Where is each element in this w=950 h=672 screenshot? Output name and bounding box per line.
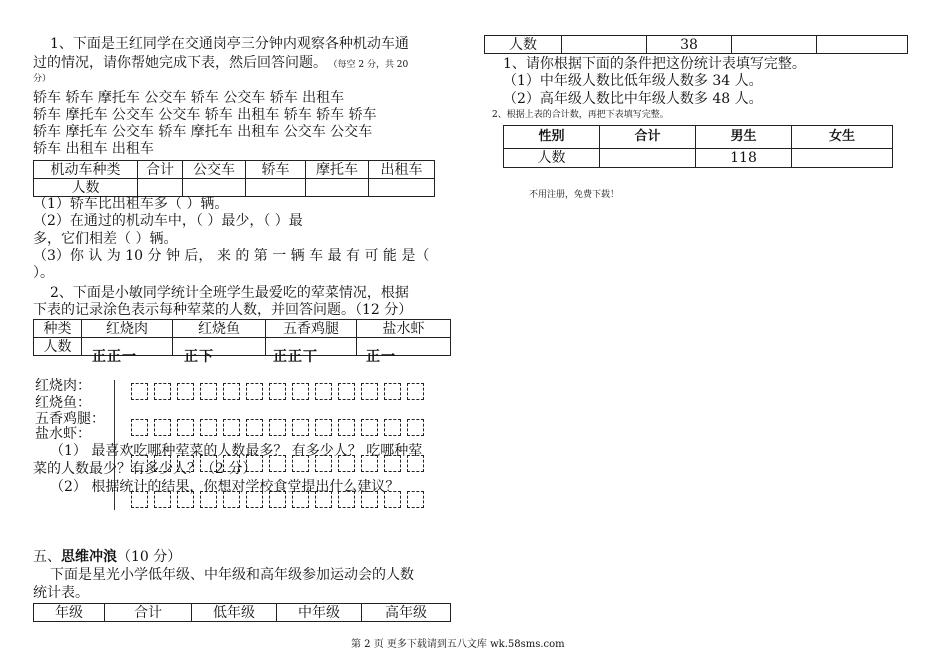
- q2-header-kind: 种类: [34, 320, 82, 338]
- q1-row-label: 人数: [34, 179, 138, 197]
- q2-sub2: （2） 根据统计的结果，你想对学校食堂提出什么建议？: [50, 479, 400, 495]
- q1-cell-taxi[interactable]: [369, 179, 435, 197]
- gender-header-sex: 性别: [504, 126, 600, 149]
- q1-header-car: 轿车: [246, 161, 306, 179]
- gender-cell-female[interactable]: [792, 149, 893, 168]
- q1-table: [33, 160, 435, 197]
- right-cond1: （1）中年级人数比低年级人数多 34 人。: [503, 73, 763, 89]
- s5-header-total: 合计: [105, 604, 192, 622]
- tally-pork: 正正一: [92, 349, 137, 365]
- table-row: [34, 320, 451, 338]
- q2-title-line2: 下表的记录涂色表示每种荤菜的人数，并回答问题。（12 分）: [33, 302, 413, 318]
- vehicle-line: 轿车 摩托车 公交车 轿车 摩托车 出租车 公交车 公交车: [33, 124, 373, 140]
- bar-label-fish: 红烧鱼：: [35, 395, 91, 411]
- bar-row-pork[interactable]: [131, 383, 424, 400]
- table-row: [34, 179, 435, 197]
- section5-table: [33, 603, 451, 622]
- right-cond2: （2）高年级人数比中年级人数多 48 人。: [503, 91, 763, 107]
- tally-fish: 正下: [184, 349, 214, 365]
- q1-title-line2: [33, 55, 408, 71]
- bar-label-chicken: 五香鸡腿：: [35, 411, 105, 427]
- table-row: [34, 161, 435, 179]
- right-top-label: 人数: [485, 36, 562, 54]
- gender-row-label: 人数: [504, 149, 600, 168]
- q1-header-kind: 机动车种类: [34, 161, 138, 179]
- section5-heading: [33, 549, 181, 565]
- q1-cell-moto[interactable]: [306, 179, 369, 197]
- q1-header-moto: 摩托车: [306, 161, 369, 179]
- right-q1-title: 1、请你根据下面的条件把这份统计表填写完整。: [503, 56, 806, 72]
- table-row: [485, 36, 908, 54]
- tally-chicken: 正正丅: [273, 349, 318, 365]
- q1-score-cont: 分）: [33, 74, 52, 84]
- table-row: [504, 126, 893, 149]
- s5-header-mid: 中年级: [277, 604, 362, 622]
- q1-title-text: 过的情况，请你帮她完成下表，然后回答问题。: [33, 55, 327, 71]
- table-row: [34, 604, 451, 622]
- table-row: [504, 149, 893, 168]
- q2-sub1-line1: （1） 最喜欢吃哪种荤菜的人数最多？ 有多少人？ 吃哪种荤: [50, 443, 423, 459]
- right-top-total[interactable]: [562, 36, 647, 54]
- gender-header-total: 合计: [600, 126, 696, 149]
- s5-header-high: 高年级: [362, 604, 451, 622]
- gender-header-male: 男生: [696, 126, 792, 149]
- q1-header-total: 合计: [138, 161, 183, 179]
- vehicle-line: 轿车 摩托车 公交车 公交车 轿车 出租车 轿车 轿车 轿车: [33, 107, 377, 123]
- tally-shrimp: 正一: [366, 349, 396, 365]
- q2-row-label: 人数: [34, 338, 82, 356]
- q1-sub3-line1: （3）你 认 为 10 分 钟 后， 来 的 第 一 辆 车 最 有 可 能 是（: [33, 248, 430, 264]
- right-top-high[interactable]: [817, 36, 908, 54]
- page-footer: 第 2 页 更多下载请到五八文库 wk.58sms.com: [351, 639, 565, 650]
- section5-prefix: 五、: [33, 549, 61, 565]
- q1-sub1: （1）轿车比出租车多（ ）辆。: [33, 196, 229, 212]
- section5-intro-line1: 下面是星光小学低年级、中年级和高年级参加运动会的人数: [50, 567, 414, 583]
- right-top-value: 38: [647, 36, 732, 54]
- gender-cell-total[interactable]: [600, 149, 696, 168]
- vehicle-line: 轿车 出租车 出租车: [33, 141, 154, 157]
- q1-sub2-line2: 多，它们相差（ ）辆。: [33, 231, 178, 247]
- right-q2-title: 2、根据上表的合计数，再把下表填写完整。: [492, 110, 669, 120]
- q1-cell-bus[interactable]: [183, 179, 246, 197]
- q2-header-pork: 红烧肉: [82, 320, 173, 338]
- section5-score: （10 分）: [117, 549, 182, 565]
- section5-title: 思维冲浪: [61, 549, 117, 565]
- right-gender-table: [503, 125, 893, 168]
- q1-cell-car[interactable]: [246, 179, 306, 197]
- q1-sub2-line1: （2）在通过的机动车中，（ ）最少，（ ）最: [33, 213, 303, 229]
- right-note: 不用注册，免费下载！: [529, 190, 620, 200]
- s5-header-grade: 年级: [34, 604, 105, 622]
- q1-score: （每空 2 分，共 20: [333, 60, 409, 70]
- right-top-mid[interactable]: [732, 36, 817, 54]
- q2-sub1-line2: 菜的人数最少？有多少人？（2 分）: [33, 461, 257, 477]
- gender-header-female: 女生: [792, 126, 893, 149]
- bar-row-chicken[interactable]: [131, 419, 424, 436]
- q2-title-line1: 2、下面是小敏同学统计全班学生最爱吃的荤菜情况，根据: [50, 285, 409, 301]
- s5-header-low: 低年级: [192, 604, 277, 622]
- bar-label-shrimp: 盐水虾：: [35, 426, 91, 442]
- q1-sub3-line2: ）。: [33, 265, 54, 281]
- gender-cell-male: 118: [696, 149, 792, 168]
- q2-header-fish: 红烧鱼: [173, 320, 266, 338]
- right-top-table: [484, 35, 908, 54]
- q1-header-bus: 公交车: [183, 161, 246, 179]
- bar-label-pork: 红烧肉：: [35, 378, 91, 394]
- q1-title-line1: 1、下面是王红同学在交通岗亭三分钟内观察各种机动车通: [50, 36, 409, 52]
- section5-intro-line2: 统计表。: [33, 585, 89, 601]
- q1-header-taxi: 出租车: [369, 161, 435, 179]
- q2-header-shrimp: 盐水虾: [357, 320, 451, 338]
- q1-cell-total[interactable]: [138, 179, 183, 197]
- vehicle-line: 轿车 轿车 摩托车 公交车 轿车 公交车 轿车 出租车: [33, 90, 345, 106]
- q2-header-chicken: 五香鸡腿: [266, 320, 357, 338]
- q1-vehicle-list: [33, 90, 377, 158]
